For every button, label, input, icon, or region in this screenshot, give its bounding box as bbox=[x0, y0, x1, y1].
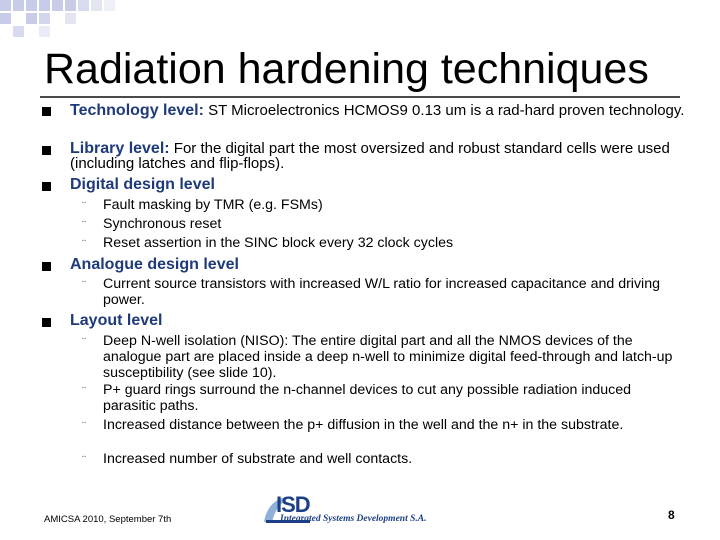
logo-company-name: Integrated Systems Development S.A. bbox=[280, 514, 427, 524]
bullet-text: For the digital part the most oversized and robust standard cells were used (including latches and flip-flops). bbox=[70, 140, 670, 172]
hollow-square-icon: ¨ bbox=[82, 384, 86, 398]
hollow-square-icon: ¨ bbox=[82, 218, 86, 232]
bullet-square-icon bbox=[42, 146, 51, 155]
bullet-square-icon bbox=[42, 182, 51, 191]
bullet-heading: Digital design level bbox=[70, 176, 215, 193]
sub-bullet-text: Deep N-well isolation (NISO): The entire digital part and all the NMOS devices of the analogue part are placed inside a deep n-well to minimize digital feed-through and latch-up susceptibility (see slide 10). bbox=[103, 333, 673, 381]
sub-bullet-text: P+ guard rings surround the n-channel devices to cut any possible radiation induced parasitic paths. bbox=[103, 382, 632, 414]
bullet-analogue-design-level bbox=[70, 257, 239, 272]
bullet-heading: Layout level bbox=[70, 312, 163, 329]
bullet-heading: Analogue design level bbox=[70, 256, 239, 273]
bullet-heading: Library level: bbox=[70, 140, 170, 157]
hollow-square-icon: ¨ bbox=[82, 419, 86, 433]
isd-logo bbox=[262, 492, 462, 528]
slide-title: Radiation hardening techniques bbox=[44, 45, 649, 93]
bullet-square-icon bbox=[42, 107, 51, 116]
bullet-text: ST Microelectronics HCMOS9 0.13 um is a rad-hard proven technology. bbox=[203, 102, 685, 119]
corner-decoration bbox=[0, 0, 140, 50]
bullet-technology-level bbox=[70, 103, 685, 118]
logo-mark-text: ISD bbox=[276, 492, 310, 517]
hollow-square-icon: ¨ bbox=[82, 237, 86, 251]
page-number: 8 bbox=[668, 508, 675, 522]
sub-bullet-text: Reset assertion in the SINC block every 32 clock cycles bbox=[103, 235, 454, 251]
bullet-layout-level bbox=[70, 313, 162, 328]
bullet-square-icon bbox=[42, 318, 51, 327]
hollow-square-icon: ¨ bbox=[82, 335, 86, 349]
hollow-square-icon: ¨ bbox=[82, 278, 86, 292]
bullet-square-icon bbox=[42, 262, 51, 271]
bullet-library-level bbox=[70, 141, 685, 171]
sub-bullet-text: Increased number of substrate and well contacts. bbox=[103, 451, 413, 467]
sub-bullet-text: Current source transistors with increased W/L ratio for increased capacitance and driving power. bbox=[103, 276, 660, 308]
sub-bullet-text: Increased distance between the p+ diffusion in the well and the n+ in the substrate. bbox=[103, 417, 624, 433]
title-divider bbox=[40, 96, 680, 98]
bullet-digital-design-level bbox=[70, 177, 215, 192]
sub-bullet-text: Synchronous reset bbox=[103, 216, 222, 232]
hollow-square-icon: ¨ bbox=[82, 199, 86, 213]
sub-bullet-text: Fault masking by TMR (e.g. FSMs) bbox=[103, 197, 323, 213]
bullet-heading: Technology level: bbox=[70, 102, 204, 119]
footer-text: AMICSA 2010, September 7th bbox=[44, 514, 172, 525]
hollow-square-icon: ¨ bbox=[82, 453, 86, 467]
